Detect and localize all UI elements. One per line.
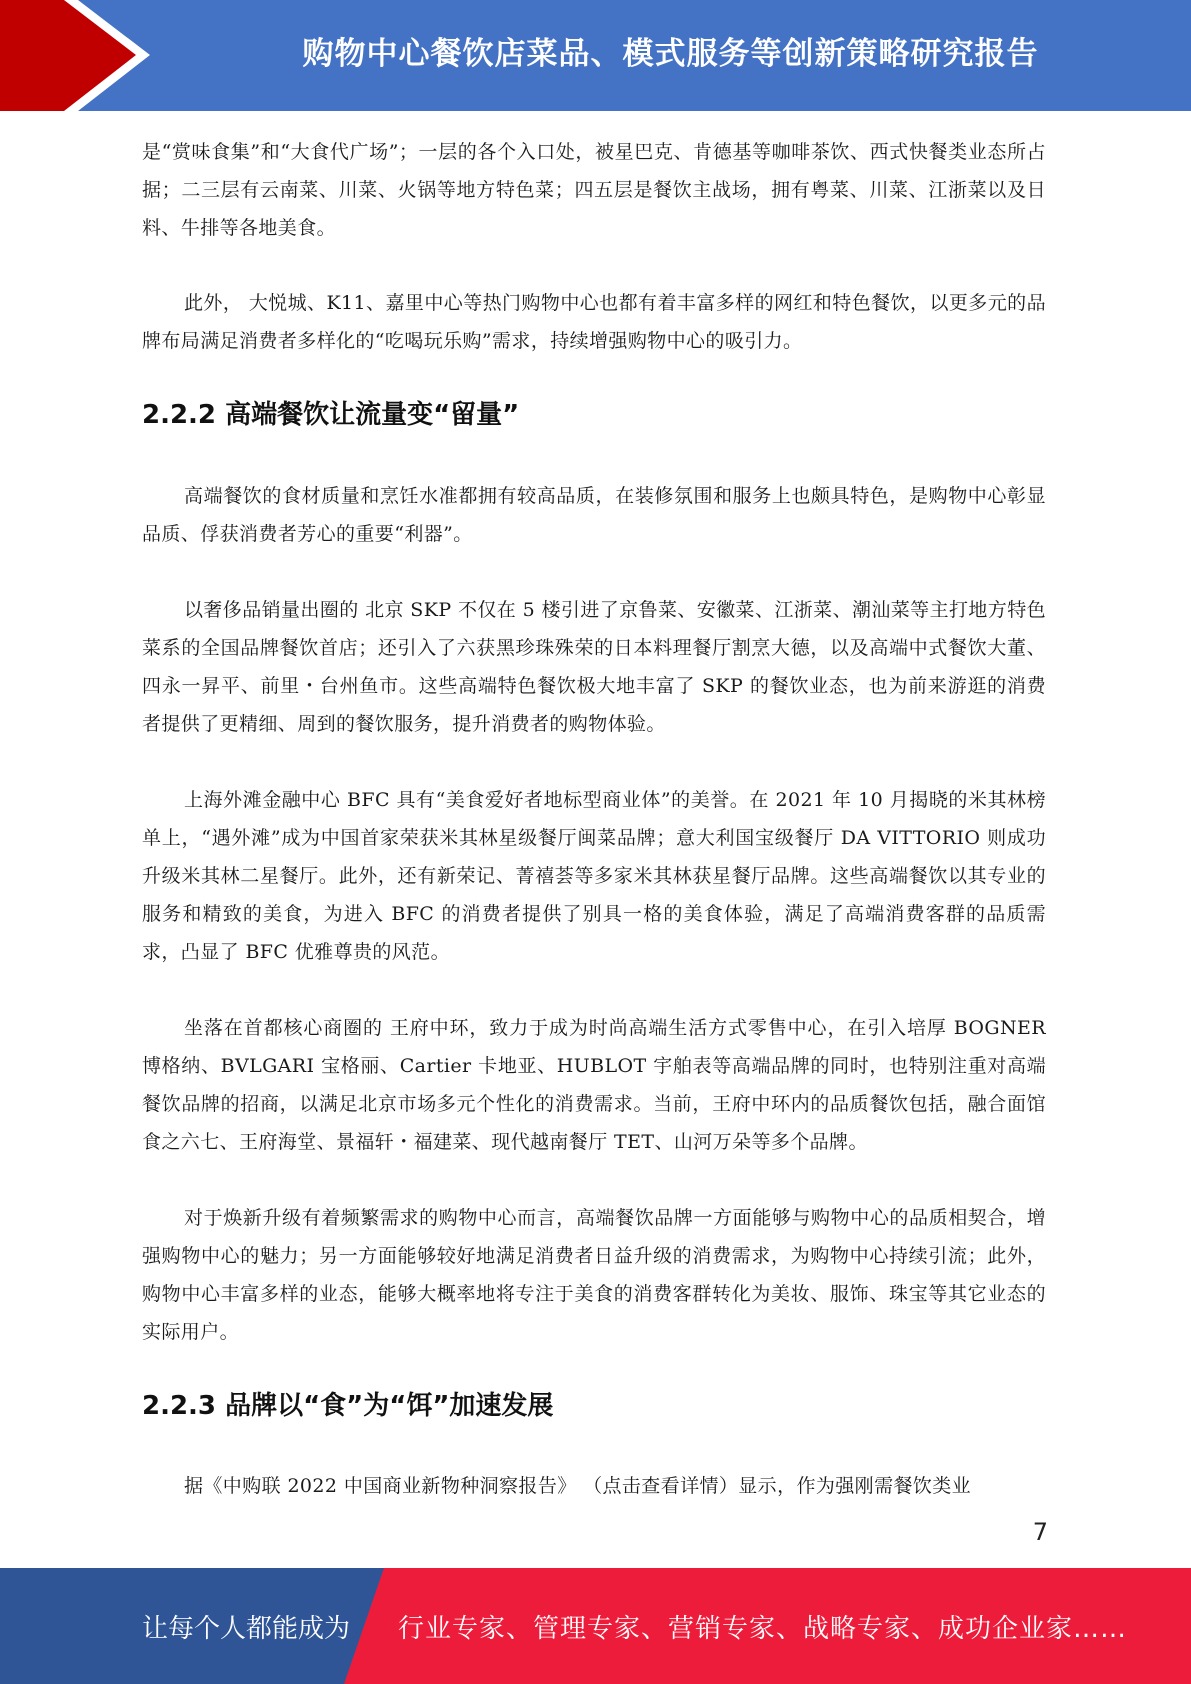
footer-slogan-right: 行业专家、管理专家、营销专家、战略专家、成功企业家……: [398, 1613, 1128, 1644]
paragraph: 对于焕新升级有着频繁需求的购物中心而言，高端餐饮品牌一方面能够与购物中心的品质相契合，增强购物中心的魅力；另一方面能够较好地满足消费者日益升级的消费需求，为购物中心持续引流；此外，购物中心丰富多样的业态，能够大概率地将专注于美食的消费客群转化为美妆、服饰、珠宝等其它业态的实际用户。: [142, 1207, 1046, 1343]
paragraph: 以奢侈品销量出圈的 北京 SKP 不仅在 5 楼引进了京鲁菜、安徽菜、江浙菜、潮汕菜等主打地方特色菜系的全国品牌餐饮首店；还引入了六获黑珍珠殊荣的日本料理餐厅割烹大德，以及高端中式餐饮大董、四永一昇平、前里・台州鱼市。这些高端特色餐饮极大地丰富了 SKP 的餐饮业态，也为前来游逛的消费者提供了更精细、周到的餐饮服务，提升消费者的购物体验。: [142, 599, 1046, 735]
paragraph: 坐落在首都核心商圈的 王府中环，致力于成为时尚高端生活方式零售中心，在引入培厚 BOGNER 博格纳、BVLGARI 宝格丽、Cartier 卡地亚、HUBLOT 宇舶表等高端品牌的同时，也特别注重对高端餐饮品牌的招商，以满足北京市场多元个性化的消费需求。当前，王府中环内的品质餐饮包括，融合面馆食之六七、王府海堂、景福轩・福建菜、现代越南餐厅 TET、山河万朵等多个品牌。: [142, 1017, 1046, 1153]
paragraph: 上海外滩金融中心 BFC 具有“美食爱好者地标型商业体”的美誉。在 2021 年 10 月揭晓的米其林榜单上，“遇外滩”成为中国首家荣获米其林星级餐厅闽菜品牌；意大利国宝级餐厅 DA VITTORIO 则成功升级米其林二星餐厅。此外，还有新荣记、菁禧荟等多家米其林获星餐厅品牌。这些高端餐饮以其专业的服务和精致的美食，为进入 BFC 的消费者提供了别具一格的美食体验，满足了高端消费客群的品质需求，凸显了 BFC 优雅尊贵的风范。: [142, 789, 1046, 963]
footer-slogan-left: 让每个人都能成为: [142, 1613, 351, 1644]
section-heading-2-2-3: 2.2.3 品牌以“食”为“饵”加速发展: [142, 1391, 554, 1421]
paragraph: 此外， 大悦城、K11、嘉里中心等热门购物中心也都有着丰富多样的网红和特色餐饮，以更多元的品牌布局满足消费者多样化的“吃喝玩乐购”需求，持续增强购物中心的吸引力。: [142, 292, 1046, 352]
page-number: 7: [1032, 1518, 1048, 1546]
paragraph: 是“赏味食集”和“大食代广场”；一层的各个入口处，被星巴克、肯德基等咖啡茶饮、西式快餐类业态所占据；二三层有云南菜、川菜、火锅等地方特色菜；四五层是餐饮主战场，拥有粤菜、川菜、江浙菜以及日料、牛排等各地美食。: [142, 141, 1046, 239]
section-heading-2-2-2: 2.2.2 高端餐饮让流量变“留量”: [142, 400, 520, 430]
paragraph: 高端餐饮的食材质量和烹饪水准都拥有较高品质，在装修氛围和服务上也颇具特色，是购物中心彰显品质、俘获消费者芳心的重要“利器”。: [142, 485, 1046, 545]
header-ribbon-decoration: [0, 0, 160, 111]
page-footer: [0, 1568, 1191, 1684]
page-header: [0, 0, 1191, 111]
paragraph: 据《中购联 2022 中国商业新物种洞察报告》 （点击查看详情）显示，作为强刚需餐饮类业: [184, 1475, 972, 1497]
report-title: 购物中心餐饮店菜品、模式服务等创新策略研究报告: [302, 35, 1039, 72]
